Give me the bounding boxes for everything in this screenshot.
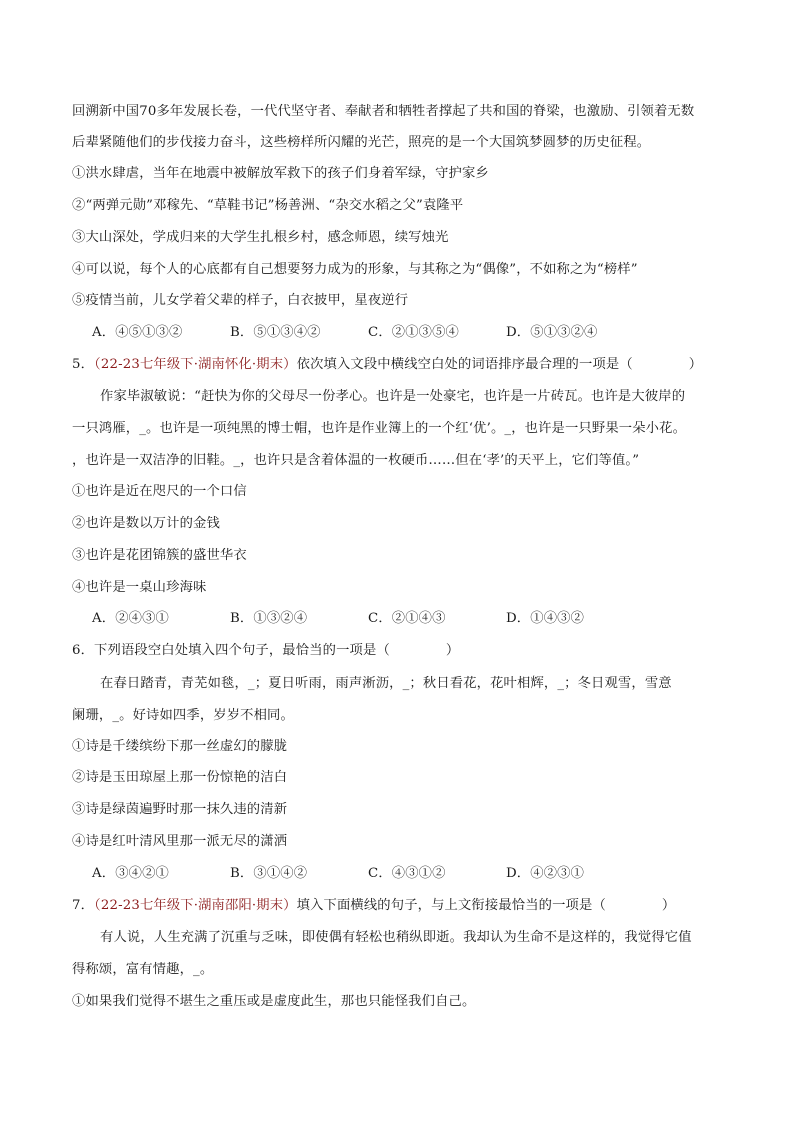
q6-question: 6．下列语段空白处填入四个句子，最恰当的一项是（	[72, 643, 390, 658]
q5-para-line-3: ，也许是一双洁净的旧鞋。_，也许只是含着体温的一枚硬币……但在‘孝’的天平上，它们等值。”	[72, 453, 640, 468]
q5-source: （22-23七年级下·湖南怀化·期末）	[94, 357, 297, 372]
q5-question: 依次填入文段中横线空白处的词语排序最合理的一项是（	[296, 357, 633, 372]
q5-item-4: ④也许是一桌山珍海味	[72, 580, 207, 595]
q7-number: 7．	[72, 898, 95, 913]
choice-c[interactable]: C．②①④③	[368, 611, 446, 626]
q6-para-line-1: 在春日踏青，青芜如毯，_；夏日听雨，雨声淅沥，_；秋日看花，花叶相辉，_；冬日观雪，雪意	[100, 676, 672, 691]
q7-close-paren: ）	[661, 898, 676, 913]
choice-d[interactable]: D．①④③②	[506, 611, 585, 626]
q7-item-1: ①如果我们觉得不堪生之重压或是虚度此生，那也只能怪我们自己。	[72, 994, 476, 1009]
q5-number: 5．	[72, 357, 95, 372]
q5-item-3: ③也许是花团锦簇的盛世华衣	[72, 548, 247, 563]
choice-a[interactable]: A．③④②①	[92, 866, 169, 881]
q7-source: （22-23七年级下·湖南邵阳·期末）	[94, 898, 297, 913]
intro-item-1: ①洪水肆虐，当年在地震中被解放军救下的孩子们身着军绿，守护家乡	[72, 166, 489, 181]
choice-a[interactable]: A．④⑤①③②	[92, 325, 183, 340]
choice-c[interactable]: C．②①③⑤④	[368, 325, 460, 340]
q6-item-3: ③诗是绿茵遍野时那一抹久违的清新	[72, 802, 288, 817]
q6-close-paren: ）	[445, 643, 460, 658]
q6-item-1: ①诗是千缕缤纷下那一丝虚幻的朦胧	[72, 739, 288, 754]
q5-para-line-1: 作家毕淑敏说：“赶快为你的父母尽一份孝心。也许是一处豪宅，也许是一片砖瓦。也许是大彼岸的	[100, 389, 686, 404]
q6-item-4: ④诗是红叶清风里那一派无尽的潇洒	[72, 834, 288, 849]
choice-a[interactable]: A．②④③①	[92, 611, 169, 626]
q5-choices	[92, 610, 584, 628]
intro-item-3: ③大山深处，学成归来的大学生扎根乡村，感念师恩，续写烛光	[72, 230, 449, 245]
intro-item-4: ④可以说，每个人的心底都有自己想要努力成为的形象，与其称之为“偶像”，不如称之为“榜样”	[72, 262, 638, 277]
q7-para-line-1: 有人说，人生充满了沉重与乏味，即使偶有轻松也稍纵即逝。我却认为生命不是这样的，我觉得它值	[100, 930, 692, 945]
intro-item-2: ②“两弹元勋”邓稼先、“草鞋书记”杨善洲、“杂交水稻之父”袁隆平	[72, 198, 464, 213]
q7-question: 填入下面横线的句子，与上文衔接最恰当的一项是（	[296, 898, 606, 913]
q7-stem	[72, 897, 675, 915]
q5-item-1: ①也许是近在咫尺的一个口信	[72, 484, 247, 499]
choice-b[interactable]: B．①③②④	[230, 611, 308, 626]
q5-item-2: ②也许是数以万计的金钱	[72, 516, 220, 531]
q5-close-paren: ）	[688, 357, 703, 372]
choice-b[interactable]: B．③①④②	[230, 866, 308, 881]
choice-b[interactable]: B．⑤①③④②	[230, 325, 321, 340]
intro-item-5: ⑤疫情当前，儿女学着父辈的样子，白衣披甲，星夜逆行	[72, 293, 409, 308]
choice-d[interactable]: D．⑤①③②④	[506, 325, 598, 340]
q7-para-line-2: 得称颂，富有情趣，_。	[72, 962, 214, 977]
intro-line-2: 后辈紧随他们的步伐接力奋斗，这些榜样所闪耀的光芒，照亮的是一个大国筑梦圆梦的历史征程。	[72, 135, 651, 150]
choice-d[interactable]: D．④②③①	[506, 866, 585, 881]
q6-para-line-2: 阑珊，_。好诗如四季，岁岁不相同。	[72, 708, 294, 723]
intro-choices	[92, 324, 598, 342]
choice-c[interactable]: C．④③①②	[368, 866, 446, 881]
q6-item-2: ②诗是玉田琼屋上那一份惊艳的洁白	[72, 770, 288, 785]
q5-stem	[72, 356, 702, 374]
q6-choices	[92, 865, 584, 883]
q5-para-line-2: 一只鸿雁，_。也许是一项纯黑的博士帽，也许是作业簿上的一个红‘优’。_，也许是一只野果一朵小花。	[72, 421, 687, 436]
intro-line-1: 回溯新中国70多年发展长卷，一代代坚守者、奉献者和牺牲者撑起了共和国的脊梁，也激励、引领着无数	[72, 104, 695, 119]
q6-stem	[72, 642, 459, 660]
